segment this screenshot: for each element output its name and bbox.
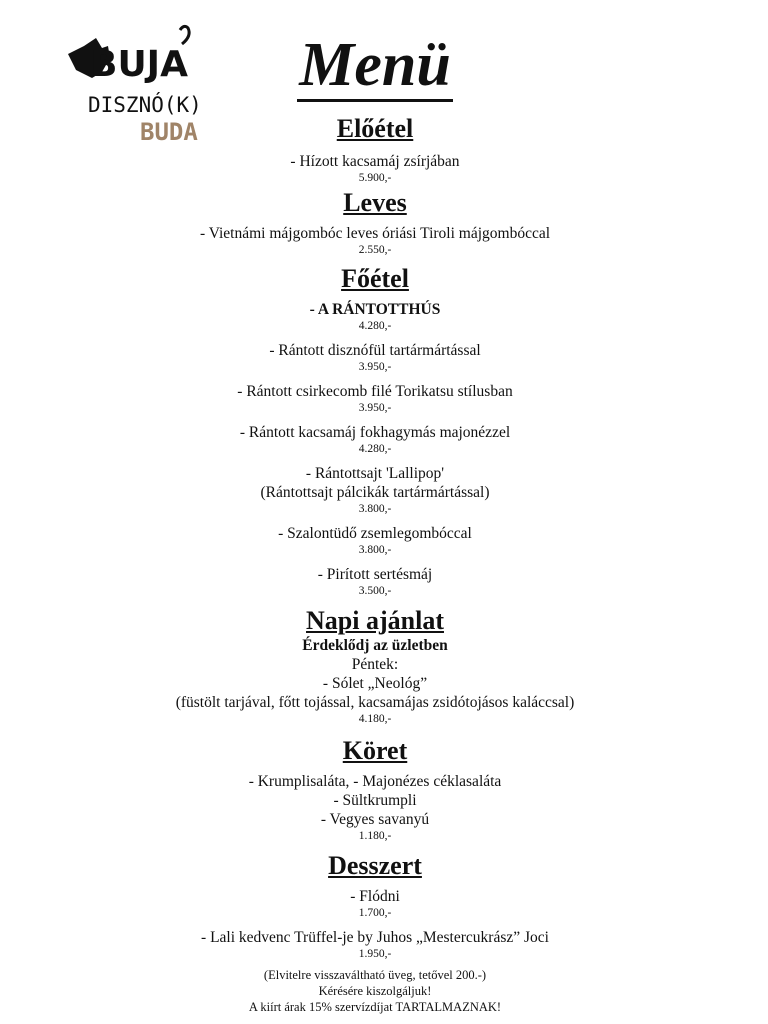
menu-item-price: 3.800,- xyxy=(358,544,392,556)
menu-item-name: - Pirított sertésmáj xyxy=(317,566,433,583)
menu-item-description: (Rántottsajt pálcikák tartármártással) xyxy=(260,484,490,501)
menu-item-price: 4.280,- xyxy=(358,320,392,332)
svg-text:BUJA: BUJA xyxy=(90,44,188,85)
daily-offer-day: Péntek: xyxy=(351,656,399,673)
footer-service-fee-note: A kiírt árak 15% szervízdíjat TARTALMAZNAK! xyxy=(248,1000,502,1014)
menu-item-price: 3.950,- xyxy=(358,361,392,373)
footer-bottle-note: (Elvitelre visszaváltható üveg, tetővel 200.-) xyxy=(263,968,487,982)
menu-item-name: - Sültkrumpli xyxy=(333,792,417,809)
menu-item-name: - Rántottsajt 'Lallipop' xyxy=(305,465,445,482)
svg-text:DISZNÓ(K): DISZNÓ(K) xyxy=(88,93,202,117)
section-starter xyxy=(0,114,750,185)
menu-item-price: 1.700,- xyxy=(358,907,392,919)
menu-item-name: - Hízott kacsamáj zsírjában xyxy=(290,153,460,170)
menu-item-name: - Vietnámi májgombóc leves óriási Tiroli májgombóccal xyxy=(199,225,551,242)
menu-item-price: 1.950,- xyxy=(358,948,392,960)
menu-item-name: - Flódni xyxy=(350,888,400,905)
section-sides xyxy=(0,736,750,843)
menu-item-name: - A RÁNTOTTHÚS xyxy=(309,301,441,318)
section-heading: Desszert xyxy=(328,851,422,880)
footer-service-note: Kérésére kiszolgáljuk! xyxy=(318,984,432,998)
menu-item-name: - Szalontüdő zsemlegombóccal xyxy=(278,525,472,542)
menu-item-price: 3.950,- xyxy=(358,402,392,414)
svg-text:BUDA: BUDA xyxy=(140,118,198,146)
menu-item-price: 4.280,- xyxy=(358,443,392,455)
footer-notes xyxy=(0,967,750,1015)
menu-item-name: - Sólet „Neológ” xyxy=(322,675,428,692)
menu-item-price: 1.180,- xyxy=(358,830,392,842)
menu-item-name: - Rántott kacsamáj fokhagymás majonézzel xyxy=(239,424,511,441)
section-soup xyxy=(0,188,750,257)
menu-item-price: 5.900,- xyxy=(358,172,392,184)
section-dessert xyxy=(0,851,750,961)
menu-item-name: - Vegyes savanyú xyxy=(320,811,430,828)
menu-item-price: 2.550,- xyxy=(358,244,392,256)
section-heading: Leves xyxy=(343,188,407,217)
section-heading: Főétel xyxy=(341,264,409,293)
section-heading: Napi ajánlat xyxy=(306,606,444,635)
menu-item-name: - Krumplisaláta, - Majonézes céklasaláta xyxy=(248,773,502,790)
page-title: Menü xyxy=(0,30,750,100)
menu-item-price: 4.180,- xyxy=(358,713,392,725)
section-main xyxy=(0,264,750,598)
section-heading: Köret xyxy=(342,736,408,765)
menu-item-price: 3.800,- xyxy=(358,503,392,515)
section-subheading: Érdeklődj az üzletben xyxy=(302,637,448,654)
menu-item-name: - Lali kedvenc Trüffel-je by Juhos „Mestercukrász” Joci xyxy=(201,929,549,946)
menu-item-name: - Rántott disznófül tartármártással xyxy=(269,342,481,359)
section-daily-offer xyxy=(0,606,750,726)
section-heading: Előétel xyxy=(336,114,414,143)
menu-item-name: - Rántott csirkecomb filé Torikatsu stílusban xyxy=(237,383,513,400)
menu-item-price: 3.500,- xyxy=(358,585,392,597)
menu-item-description: (füstölt tarjával, főtt tojással, kacsamájas zsidótojásos kaláccsal) xyxy=(175,694,575,711)
